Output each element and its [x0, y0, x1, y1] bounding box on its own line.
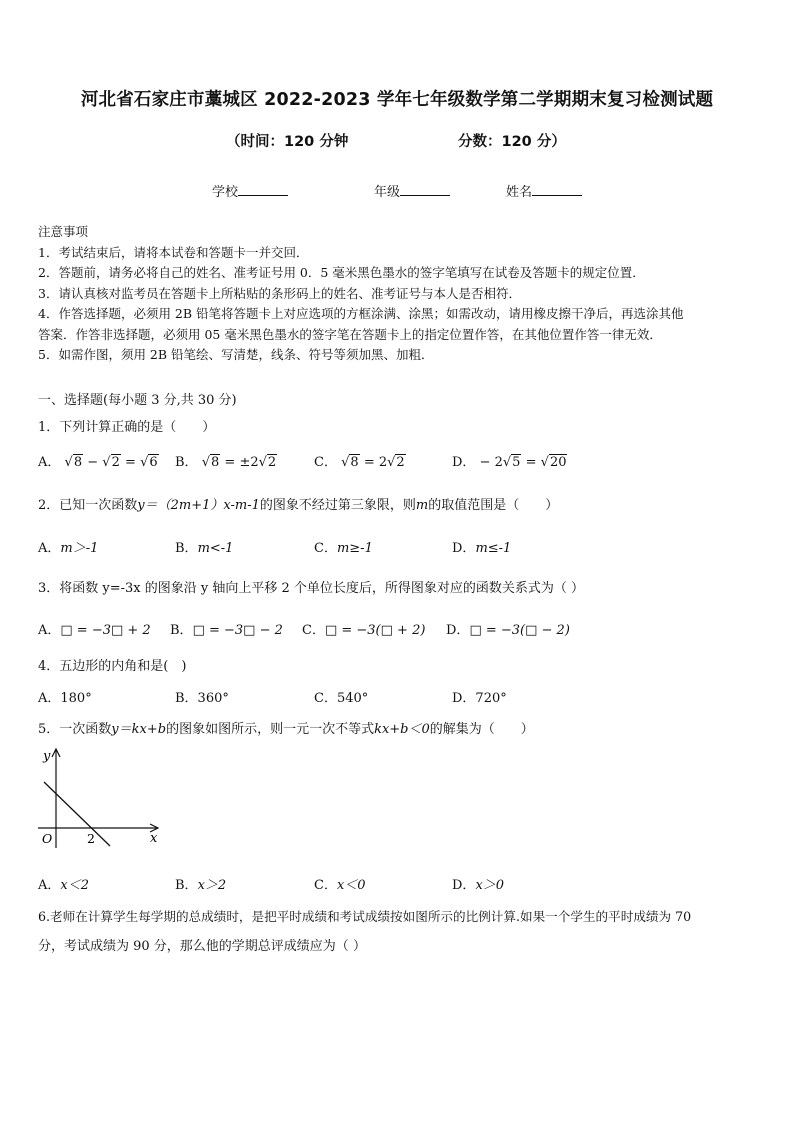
- option-math: □ = −3□ − 2: [192, 623, 283, 638]
- option-math: m≤-1: [475, 541, 512, 556]
- option-math: m≥-1: [336, 541, 373, 556]
- option-math: □ = −3(□ − 2): [469, 623, 570, 638]
- q2-option-b[interactable]: [175, 537, 233, 556]
- note-item: 2．答题前，请务必将自己的姓名、准考证号用 0．5 毫米黑色墨水的签字笔填写在试卷及答题卡的规定位置．: [38, 265, 645, 280]
- option-label: A．: [38, 623, 61, 638]
- option-math: m＞-1: [60, 541, 99, 556]
- option-math: x＜2: [60, 878, 89, 893]
- q1-option-a[interactable]: A． √8 − √2 = √6: [38, 455, 158, 470]
- notes-section: [38, 222, 760, 366]
- stem-text: 5．一次函数: [38, 722, 112, 737]
- school-label: 学校: [212, 185, 239, 200]
- q1-option-b[interactable]: B． √8 = ±2√2: [175, 455, 277, 470]
- name-label: 姓名: [506, 185, 533, 200]
- q2-option-d[interactable]: [452, 537, 511, 556]
- stem-math: y＝（2m+1）x-m-1: [137, 498, 260, 513]
- operator: =: [525, 455, 537, 470]
- option-math: x＞0: [475, 878, 505, 893]
- operator: −: [87, 455, 99, 470]
- stem-text: 的图象不经过第三象限，则: [259, 498, 416, 513]
- q3-option-a[interactable]: [38, 619, 151, 638]
- option-math: □ = −3□ + 2: [60, 623, 151, 638]
- exam-time: （时间：120 分钟: [226, 134, 349, 150]
- stem-text: 的解集为（ ）: [429, 722, 534, 737]
- q2-option-c[interactable]: [314, 537, 373, 556]
- radicand: 8: [350, 455, 359, 470]
- option-label: C．: [314, 455, 337, 470]
- exam-score: 分数：120 分）: [458, 134, 566, 150]
- option-label: A．: [38, 878, 61, 893]
- option-label: B．: [175, 455, 198, 470]
- q1-option-d[interactable]: D． − 2√5 = √20: [452, 455, 567, 470]
- question-5-stem: [38, 718, 534, 737]
- stem-math: kx+b＜0: [374, 722, 430, 737]
- stem-text: 的图象如图所示，则一元一次不等式: [166, 722, 375, 737]
- option-label: B．: [175, 541, 198, 556]
- q4-option-d[interactable]: D．720°: [452, 691, 507, 706]
- option-label: C．: [314, 878, 337, 893]
- q4-option-c[interactable]: C．540°: [314, 691, 369, 706]
- grade-blank[interactable]: [400, 184, 450, 196]
- radicand: 20: [549, 455, 567, 470]
- stem-text: 的取值范围是（ ）: [428, 498, 559, 513]
- y-axis-label: y: [43, 749, 51, 764]
- grade-label: 年级: [374, 185, 401, 200]
- option-label: D．: [452, 455, 476, 470]
- note-item: 3．请认真核对监考员在答题卡上所粘贴的条形码上的姓名、准考证号与本人是否相符．: [38, 285, 521, 301]
- x-intercept-label: 2: [87, 831, 95, 846]
- q5-option-b[interactable]: [175, 874, 226, 893]
- function-line: [44, 782, 110, 846]
- radicand: 6: [149, 455, 158, 470]
- radicand: 5: [512, 455, 521, 470]
- option-label: B．: [175, 878, 198, 893]
- q1-option-c[interactable]: C． √8 = 2√2: [314, 455, 405, 470]
- option-label: D．: [446, 623, 470, 638]
- x-axis-label: x: [150, 831, 158, 846]
- question-3-stem: 3．将函数 y=-3x 的图象沿 y 轴向上平移 2 个单位长度后，所得图象对应的函数关系式为（ ）: [38, 581, 585, 596]
- option-label: A．: [38, 541, 61, 556]
- option-label: C．: [314, 541, 337, 556]
- section-heading: 一、选择题(每小题 3 分,共 30 分): [38, 393, 237, 408]
- option-math: x＞2: [197, 878, 227, 893]
- option-label: D．: [452, 878, 476, 893]
- school-blank[interactable]: [238, 184, 288, 196]
- note-item: 5．如需作图，须用 2B 铅笔绘、写清楚，线条、符号等须加黑、加粗．: [38, 347, 434, 362]
- note-item: 4．作答选择题，必须用 2B 铅笔将答题卡上对应选项的方框涂满、涂黑；如需改动，请用橡皮擦干净后，再选涂其他: [38, 306, 684, 321]
- name-field[interactable]: [506, 181, 582, 200]
- question-4-stem: 4．五边形的内角和是( ): [38, 659, 187, 674]
- radicand: 8: [211, 455, 220, 470]
- origin-label: O: [42, 831, 53, 846]
- school-field[interactable]: [212, 181, 288, 200]
- note-item: 答案．作答非选择题，必须用 05 毫米黑色墨水的签字笔在答题卡上的指定位置作答，在其他位置作答一律无效．: [38, 326, 662, 342]
- operator: − 2: [479, 455, 503, 470]
- option-label: D．: [452, 541, 476, 556]
- exam-title: 河北省石家庄市藁城区 2022-2023 学年七年级数学第二学期期末复习检测试题: [80, 90, 714, 110]
- radicand: 8: [73, 455, 83, 470]
- question-2-stem: [38, 494, 558, 513]
- q4-option-b[interactable]: B．360°: [175, 691, 229, 706]
- q3-option-b[interactable]: [170, 619, 283, 638]
- option-math: x＜0: [336, 878, 366, 893]
- operator: =: [125, 455, 136, 470]
- radicand: 2: [267, 455, 277, 470]
- q3-option-c[interactable]: [302, 619, 425, 638]
- question-6-stem-line1: 6.老师在计算学生每学期的总成绩时，是把平时成绩和考试成绩按如图所示的比例计算.如果一个学生的平时成绩为 70: [38, 909, 692, 924]
- option-label: A．: [38, 455, 61, 470]
- option-math: □ = −3(□ + 2): [324, 623, 426, 638]
- stem-text: 2．已知一次函数: [38, 498, 138, 513]
- q5-option-a[interactable]: [38, 874, 89, 893]
- note-item: 1．考试结束后，请将本试卷和答题卡一并交回．: [38, 244, 309, 260]
- name-blank[interactable]: [532, 184, 582, 196]
- option-math: m<-1: [197, 541, 234, 556]
- q5-function-graph: [34, 744, 166, 852]
- q3-option-d[interactable]: [446, 619, 570, 638]
- radicand: 2: [396, 455, 405, 470]
- option-label: C．: [302, 623, 325, 638]
- radicand: 2: [111, 455, 120, 470]
- operator: = 2: [363, 455, 388, 470]
- question-1-stem: 1．下列计算正确的是（ ）: [38, 420, 216, 435]
- q5-option-d[interactable]: [452, 874, 504, 893]
- operator: = ±2: [224, 455, 259, 470]
- question-6-stem-line2: 分，考试成绩为 90 分，那么他的学期总评成绩应为（ ）: [38, 939, 366, 954]
- stem-math: m: [415, 498, 429, 513]
- q4-option-a[interactable]: A．180°: [38, 691, 92, 706]
- option-label: B．: [170, 623, 193, 638]
- stem-math: y＝kx+b: [111, 722, 167, 737]
- q2-option-a[interactable]: [38, 537, 98, 556]
- q5-option-c[interactable]: [314, 874, 366, 893]
- notes-heading: 注意事项: [38, 224, 89, 239]
- grade-field[interactable]: [374, 181, 450, 200]
